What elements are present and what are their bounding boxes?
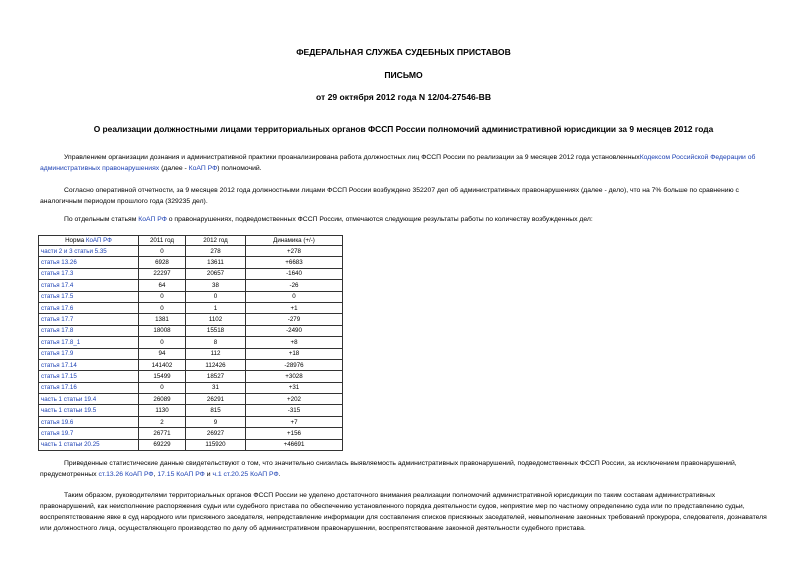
article-13-26-link[interactable]: ст.13.26 КоАП РФ	[98, 471, 154, 478]
paragraph-4-text: Приведенные статистические данные свидетельствуют о том, что значительно снизилась выявляемость административных правонарушений, подведомственных ФССП России, за исключением правонарушений, предусмотренных	[40, 460, 737, 478]
table-row	[39, 291, 343, 302]
cell-norm[interactable]: статья 19.6	[39, 416, 139, 427]
table-row	[39, 382, 343, 393]
table-row	[39, 280, 343, 291]
header-norm	[39, 236, 139, 246]
cell-norm[interactable]: часть 1 статьи 20.25	[39, 439, 139, 450]
koap-link[interactable]: КоАП РФ	[138, 216, 167, 223]
cell-2012: 8	[186, 337, 246, 348]
cell-norm[interactable]: статья 19.7	[39, 428, 139, 439]
agency-title: ФЕДЕРАЛЬНАЯ СЛУЖБА СУДЕБНЫХ ПРИСТАВОВ	[296, 47, 511, 57]
cell-2012: 0	[186, 291, 246, 302]
cell-norm[interactable]: части 2 и 3 статьи 5.35	[39, 246, 139, 257]
cell-dynamics: -315	[246, 405, 343, 416]
cell-2012: 38	[186, 280, 246, 291]
paragraph-4	[40, 458, 770, 480]
cell-2012: 20657	[186, 268, 246, 279]
cell-norm[interactable]: статья 17.7	[39, 314, 139, 325]
cell-dynamics: +156	[246, 428, 343, 439]
cell-2012: 9	[186, 416, 246, 427]
cell-dynamics: +3028	[246, 371, 343, 382]
cell-2011: 0	[139, 337, 186, 348]
cell-norm[interactable]: статья 17.6	[39, 302, 139, 313]
article-20-25-link[interactable]: ч.1 ст.20.25 КоАП РФ	[212, 471, 279, 478]
cell-dynamics: -2490	[246, 325, 343, 336]
cell-dynamics: -1640	[246, 268, 343, 279]
cell-dynamics: +8	[246, 337, 343, 348]
cell-2011: 69229	[139, 439, 186, 450]
document-date-number: от 29 октября 2012 года N 12/04-27546-ВВ	[315, 92, 492, 102]
table-row	[39, 439, 343, 450]
header-koap-link[interactable]: КоАП РФ	[85, 237, 112, 244]
cell-2012: 18527	[186, 371, 246, 382]
cell-norm[interactable]: статья 17.9	[39, 348, 139, 359]
paragraph-3-end: о правонарушениях, подведомственных ФССП России, отмечаются следующие результаты работы по количеству возбужденных дел:	[166, 216, 593, 223]
cell-norm[interactable]: часть 1 статьи 19.4	[39, 394, 139, 405]
cell-norm[interactable]: статья 17.15	[39, 371, 139, 382]
cell-2012: 26291	[186, 394, 246, 405]
header-norm-prefix: Норма	[65, 237, 86, 244]
table-row	[39, 428, 343, 439]
cell-2011: 1381	[139, 314, 186, 325]
cell-2011: 26089	[139, 394, 186, 405]
cell-dynamics: +18	[246, 348, 343, 359]
cell-dynamics: -279	[246, 314, 343, 325]
cell-2011: 94	[139, 348, 186, 359]
cell-2011: 0	[139, 291, 186, 302]
cell-norm[interactable]: статья 13.26	[39, 257, 139, 268]
cell-2011: 6928	[139, 257, 186, 268]
cell-2011: 22297	[139, 268, 186, 279]
cell-2011: 15499	[139, 371, 186, 382]
cell-norm[interactable]: статья 17.4	[39, 280, 139, 291]
paragraph-4-sep-2: и	[204, 471, 213, 478]
cell-dynamics: 0	[246, 291, 343, 302]
paragraph-1-text: Управлением организации дознания и административной практики проанализирована работа должностных лиц ФССП России по реализации за 9 месяцев 2012 года установленных	[64, 154, 640, 161]
cell-2012: 1	[186, 302, 246, 313]
paragraph-3-start: По отдельным статьям	[64, 216, 139, 223]
cell-norm[interactable]: статья 17.5	[39, 291, 139, 302]
cell-dynamics: +202	[246, 394, 343, 405]
table-row	[39, 268, 343, 279]
paragraph-3	[40, 214, 770, 225]
cell-2012: 31	[186, 382, 246, 393]
cell-norm[interactable]: статья 17.3	[39, 268, 139, 279]
cell-2011: 0	[139, 302, 186, 313]
document-type: ПИСЬМО	[384, 70, 423, 80]
table-header-row	[39, 236, 343, 246]
table-row	[39, 359, 343, 370]
cell-norm[interactable]: статья 17.8_1	[39, 337, 139, 348]
table-row	[39, 371, 343, 382]
table-row	[39, 394, 343, 405]
document-subject: О реализации должностными лицами территориальных органов ФССП России полномочий административной юрисдикции за 9 месяцев 2012 года	[93, 124, 714, 134]
cell-dynamics: +1	[246, 302, 343, 313]
cell-2011: 1130	[139, 405, 186, 416]
table-body	[39, 246, 343, 451]
cell-dynamics: +46691	[246, 439, 343, 450]
table-row	[39, 302, 343, 313]
header-2012: 2012 год	[186, 236, 246, 246]
table-row	[39, 405, 343, 416]
paragraph-4-sep-1: ,	[153, 471, 158, 478]
cell-2012: 115920	[186, 439, 246, 450]
cell-2012: 26927	[186, 428, 246, 439]
cell-norm[interactable]: статья 17.8	[39, 325, 139, 336]
koap-link[interactable]: КоАП РФ	[188, 165, 218, 172]
koap-full-link[interactable]: Кодексом Российской Федерации об административных правонарушениях	[40, 154, 756, 172]
table-row	[39, 314, 343, 325]
cell-dynamics: -28976	[246, 359, 343, 370]
cell-2011: 2	[139, 416, 186, 427]
cell-dynamics: +7	[246, 416, 343, 427]
table-row	[39, 337, 343, 348]
cell-dynamics: -26	[246, 280, 343, 291]
paragraph-1-mid: (далее -	[159, 165, 189, 172]
cell-2011: 0	[139, 246, 186, 257]
table-row	[39, 257, 343, 268]
cell-2012: 1102	[186, 314, 246, 325]
paragraph-1	[40, 152, 770, 174]
paragraph-2: Согласно оперативной отчетности, за 9 месяцев 2012 года должностными лицами ФССП России возбуждено 352207 дел об административных правонарушениях (далее - дело), что на 7% больше по сравнению с аналогичным периодом прошлого года (329235 дел).	[40, 187, 739, 205]
cell-2012: 278	[186, 246, 246, 257]
cell-2012: 15518	[186, 325, 246, 336]
cell-2011: 18008	[139, 325, 186, 336]
cell-dynamics: +6683	[246, 257, 343, 268]
header-2011: 2011 год	[139, 236, 186, 246]
table-row	[39, 325, 343, 336]
cell-2011: 0	[139, 382, 186, 393]
paragraph-5: Таким образом, руководителями территориальных органов ФССП России не уделено достаточного внимания реализации полномочий административной юрисдикции по таким составам административных правонарушений, как неисполнение распоряжения судьи или судебного пристава по обеспечению установленного порядка деятельности судов, неприятие мер по частному определению суда или по представлению судьи, воспрепятствование явке в суд народного или присяжного заседателя, непредставление информации для составления списков присяжных заседателей, невыполнение законных требований прокурора, следователя, дознавателя или должностного лица, осуществляющего производство по делу об административном правонарушении, воспрепятствование законной деятельности судебного пристава.	[40, 492, 767, 532]
cell-2011: 141402	[139, 359, 186, 370]
table-row	[39, 348, 343, 359]
paragraph-1-end: ) полномочий.	[217, 165, 262, 172]
cell-dynamics: +31	[246, 382, 343, 393]
cell-2011: 26771	[139, 428, 186, 439]
cell-2012: 815	[186, 405, 246, 416]
cell-norm[interactable]: статья 17.16	[39, 382, 139, 393]
cell-2011: 64	[139, 280, 186, 291]
cell-2012: 112426	[186, 359, 246, 370]
table-row	[39, 246, 343, 257]
statistics-table	[38, 235, 343, 451]
paragraph-4-end: .	[278, 471, 281, 478]
cell-norm[interactable]: часть 1 статьи 19.5	[39, 405, 139, 416]
article-17-15-link[interactable]: 17.15 КоАП РФ	[157, 471, 205, 478]
cell-norm[interactable]: статья 17.14	[39, 359, 139, 370]
cell-dynamics: +278	[246, 246, 343, 257]
header-dynamics: Динамика (+/-)	[246, 236, 343, 246]
cell-2012: 112	[186, 348, 246, 359]
cell-2012: 13611	[186, 257, 246, 268]
table-row	[39, 416, 343, 427]
